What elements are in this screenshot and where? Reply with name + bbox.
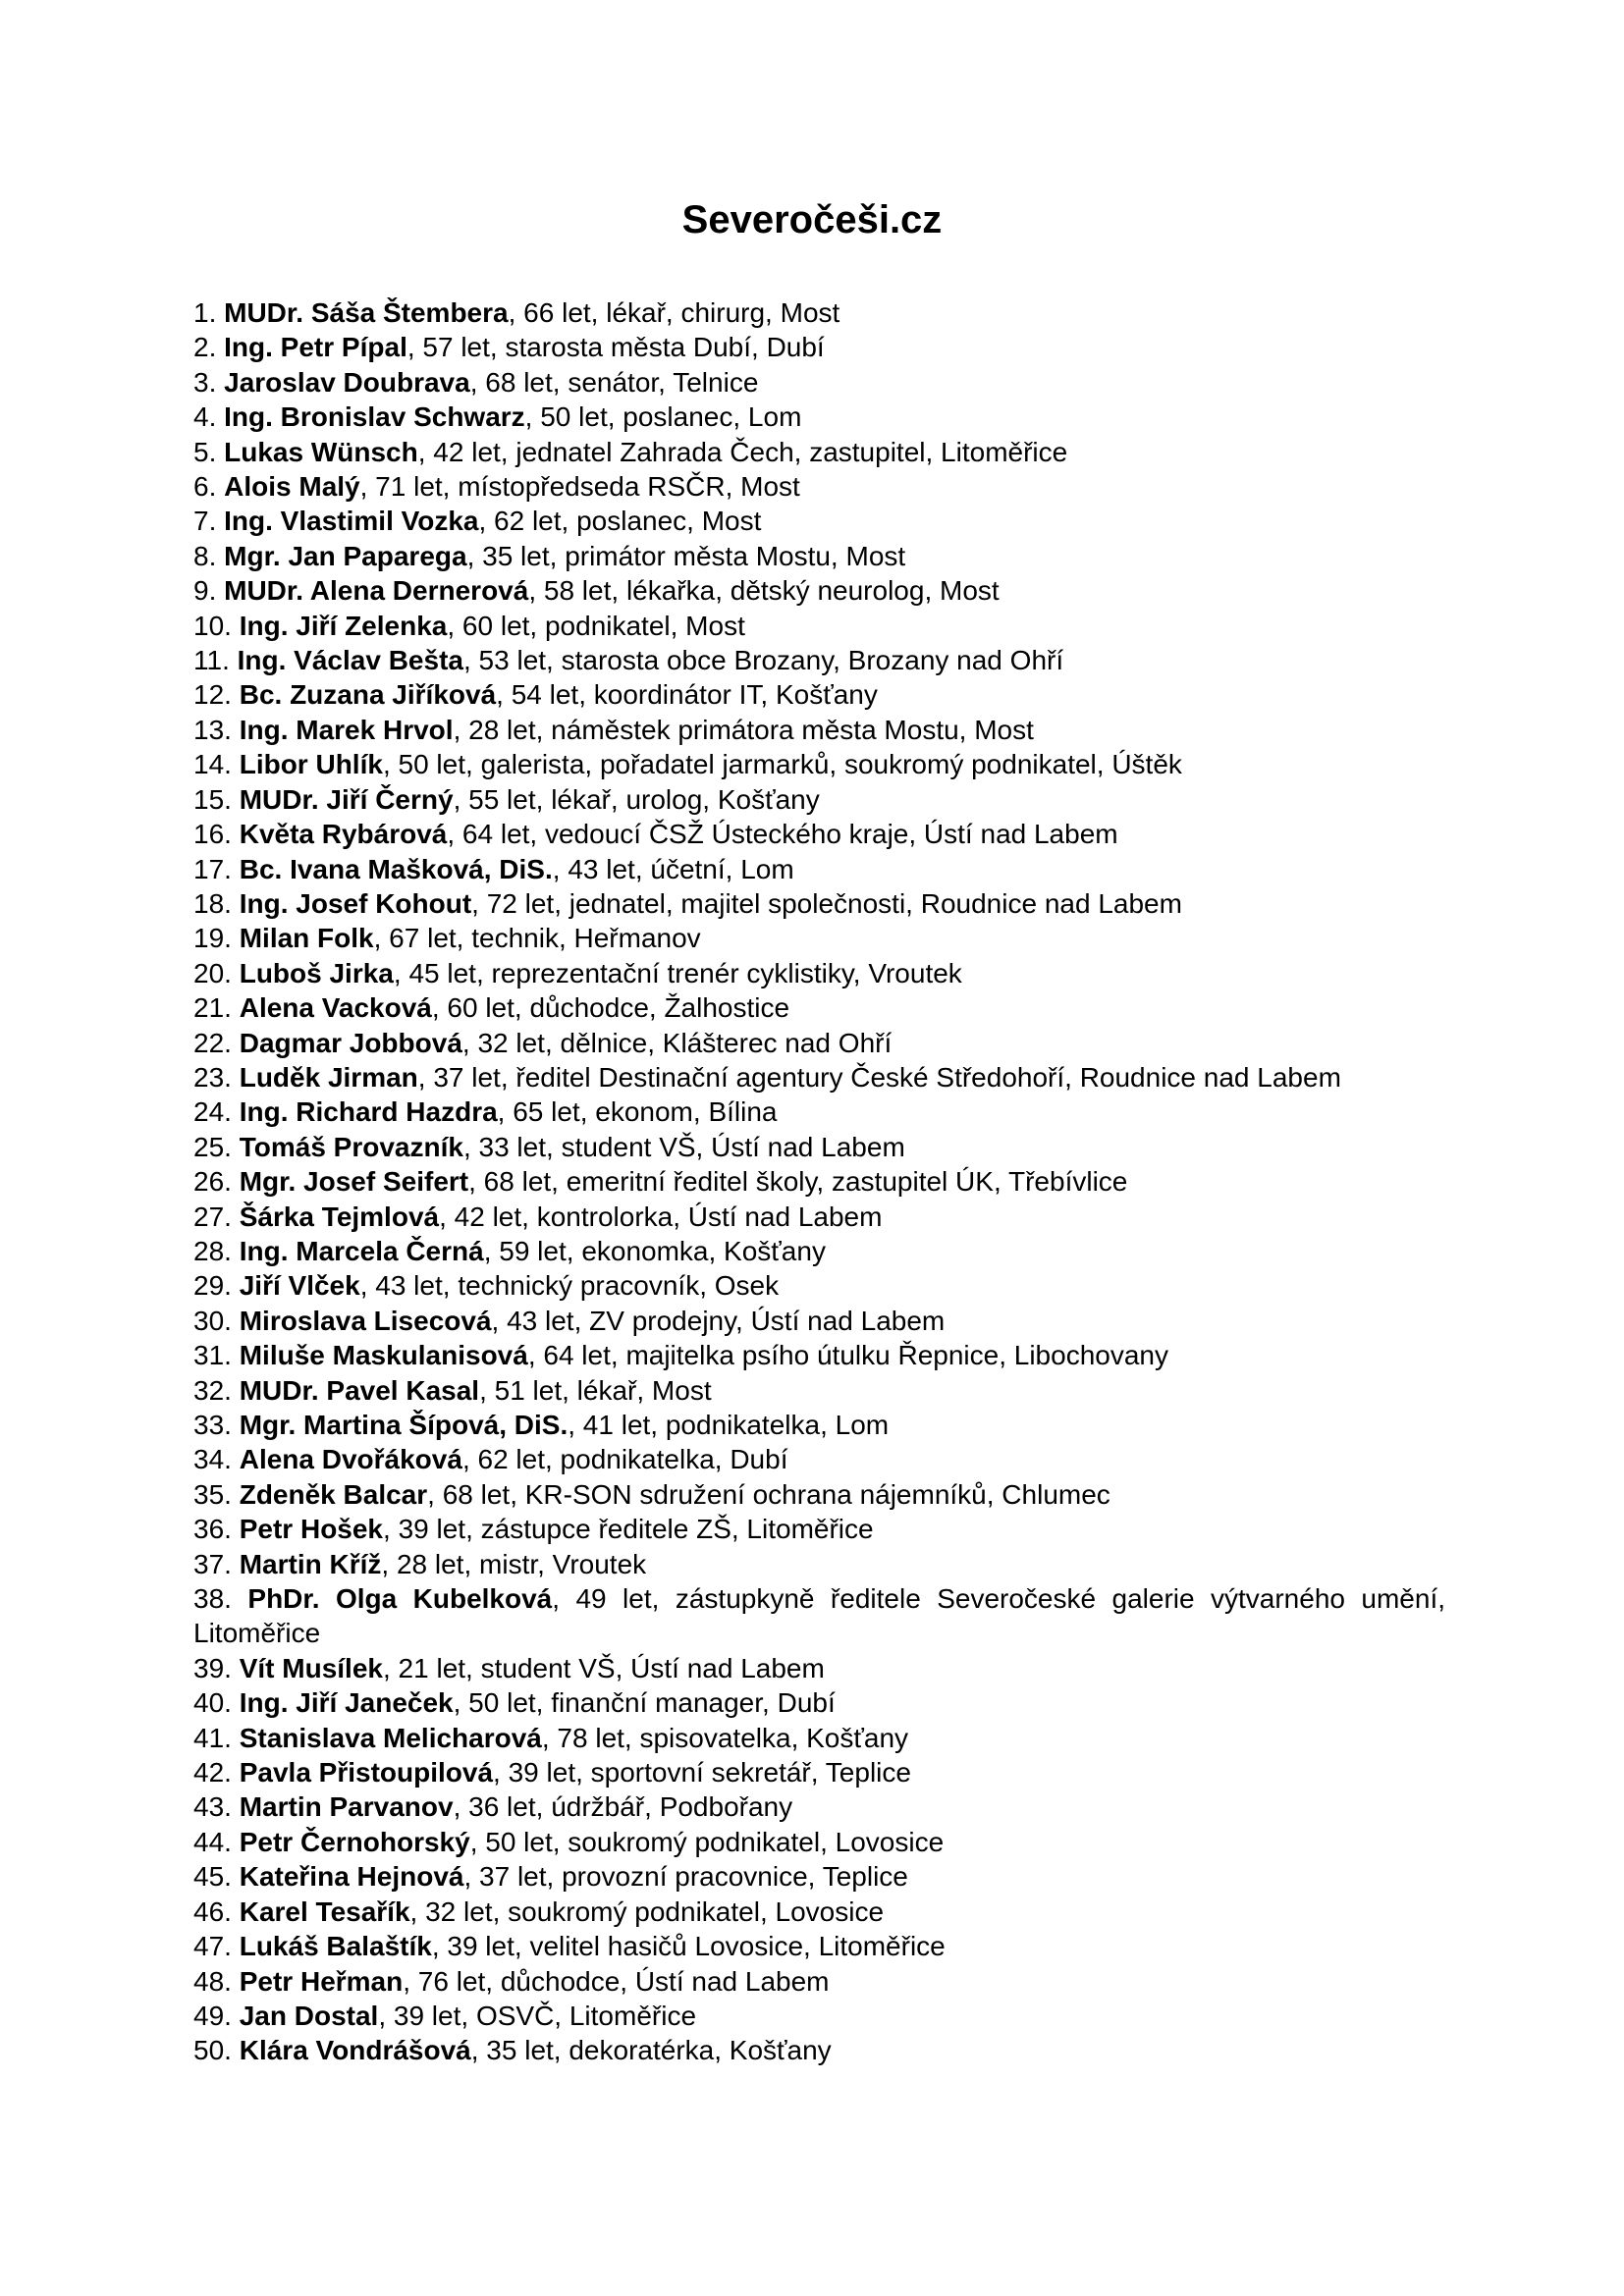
candidate-details: , 58 let, lékařka, dětský neurolog, Most bbox=[528, 575, 1000, 607]
candidate-name: Jan Dostal bbox=[239, 2000, 379, 2031]
candidate-item bbox=[193, 504, 1445, 538]
candidate-details: , 50 let, finanční manager, Dubí bbox=[453, 1687, 836, 1719]
candidate-number: 3. bbox=[193, 366, 217, 398]
candidate-name: Dagmar Jobbová bbox=[239, 1027, 462, 1058]
candidate-number: 17. bbox=[193, 853, 232, 884]
candidate-number: 37. bbox=[193, 1548, 232, 1579]
candidate-item bbox=[193, 1547, 1445, 1581]
candidate-details: , 51 let, lékař, Most bbox=[479, 1374, 712, 1406]
candidate-number: 15. bbox=[193, 783, 232, 815]
candidate-name: PhDr. Olga Kubelková bbox=[247, 1583, 553, 1615]
candidate-number: 18. bbox=[193, 887, 232, 919]
candidate-number: 42. bbox=[193, 1757, 232, 1789]
candidate-item bbox=[193, 1512, 1445, 1546]
candidate-name: Alois Malý bbox=[224, 471, 360, 503]
candidate-item bbox=[193, 1268, 1445, 1303]
candidate-details: , 62 let, poslanec, Most bbox=[478, 506, 762, 537]
candidate-number: 1. bbox=[193, 297, 217, 328]
candidate-details: , 43 let, ZV prodejny, Ústí nad Labem bbox=[491, 1305, 946, 1336]
candidate-details: , 39 let, OSVČ, Litoměřice bbox=[378, 2000, 697, 2031]
candidate-name: Martin Kříž bbox=[239, 1548, 382, 1579]
candidate-name: Květa Rybárová bbox=[239, 819, 448, 850]
candidate-item bbox=[193, 747, 1445, 781]
candidate-name: Klára Vondrášová bbox=[239, 2035, 471, 2066]
candidate-number: 5. bbox=[193, 436, 217, 467]
candidate-name: Ing. Petr Pípal bbox=[224, 332, 407, 363]
candidate-number: 26. bbox=[193, 1166, 232, 1198]
candidate-number: 8. bbox=[193, 540, 217, 571]
candidate-number: 27. bbox=[193, 1201, 232, 1232]
candidate-number: 38. bbox=[193, 1583, 232, 1615]
candidate-item bbox=[193, 852, 1445, 886]
candidate-name: Ing. Bronislav Schwarz bbox=[224, 401, 525, 433]
candidate-name: Bc. Ivana Mašková, DiS. bbox=[239, 853, 553, 884]
candidate-number: 7. bbox=[193, 506, 217, 537]
candidate-number: 29. bbox=[193, 1270, 232, 1302]
candidate-item bbox=[193, 1651, 1445, 1685]
candidate-number: 12. bbox=[193, 679, 232, 711]
candidate-name: Jiří Vlček bbox=[239, 1270, 360, 1302]
candidate-details: , 49 let, zástupkyně ředitele Severočeské galerie výtvarného umění, Litoměřice bbox=[193, 1583, 1446, 1649]
candidate-details: , 28 let, náměstek primátora města Mostu, Most bbox=[453, 714, 1034, 745]
candidate-details: , 67 let, technik, Heřmanov bbox=[373, 923, 701, 954]
candidate-name: Pavla Přistoupilová bbox=[239, 1757, 494, 1789]
candidate-details: , 21 let, student VŠ, Ústí nad Labem bbox=[382, 1652, 825, 1683]
candidate-name: Tomáš Provazník bbox=[239, 1131, 463, 1162]
candidate-item bbox=[193, 1929, 1445, 1963]
candidate-item bbox=[193, 330, 1445, 364]
candidate-number: 43. bbox=[193, 1791, 232, 1823]
candidate-item bbox=[193, 469, 1445, 504]
candidate-item bbox=[193, 1859, 1445, 1894]
candidate-name: Ing. Vlastimil Vozka bbox=[224, 506, 479, 537]
candidate-details: , 68 let, emeritní ředitel školy, zastupitel ÚK, Třebívlice bbox=[468, 1166, 1128, 1198]
candidate-item bbox=[193, 1685, 1445, 1720]
candidate-details: , 32 let, dělnice, Klášterec nad Ohří bbox=[461, 1027, 893, 1058]
candidate-details: , 43 let, účetní, Lom bbox=[552, 853, 794, 884]
candidate-item bbox=[193, 1408, 1445, 1442]
candidate-name: Alena Vacková bbox=[239, 992, 432, 1024]
candidate-item bbox=[193, 956, 1445, 990]
candidate-details: , 36 let, údržbář, Podbořany bbox=[453, 1791, 793, 1823]
candidate-item bbox=[193, 1234, 1445, 1268]
candidate-name: Ing. Jiří Janeček bbox=[239, 1687, 454, 1719]
candidate-details: , 57 let, starosta města Dubí, Dubí bbox=[406, 332, 825, 363]
candidate-details: , 43 let, technický pracovník, Osek bbox=[359, 1270, 780, 1302]
candidate-name: Ing. Richard Hazdra bbox=[239, 1096, 498, 1128]
candidate-item bbox=[193, 573, 1445, 608]
candidate-name: Šárka Tejmlová bbox=[239, 1201, 440, 1232]
candidate-details: , 55 let, lékař, urolog, Košťany bbox=[453, 783, 820, 815]
candidate-item bbox=[193, 539, 1445, 573]
candidate-number: 24. bbox=[193, 1096, 232, 1128]
candidate-item bbox=[193, 1477, 1445, 1512]
candidate-name: Mgr. Martina Šípová, DiS. bbox=[239, 1410, 568, 1440]
candidate-details: , 78 let, spisovatelka, Košťany bbox=[541, 1722, 909, 1753]
candidate-item bbox=[193, 1442, 1445, 1476]
candidate-details: , 65 let, ekonom, Bílina bbox=[497, 1096, 778, 1128]
candidate-name: Luděk Jirman bbox=[239, 1061, 418, 1093]
candidate-name: Zdeněk Balcar bbox=[239, 1478, 428, 1510]
candidate-details: , 39 let, sportovní sekretář, Teplice bbox=[493, 1757, 911, 1789]
candidate-details: , 37 let, ředitel Destinační agentury České Středohoří, Roudnice nad Labem bbox=[417, 1061, 1341, 1093]
candidate-item bbox=[193, 643, 1445, 677]
candidate-number: 6. bbox=[193, 471, 217, 503]
candidate-number: 44. bbox=[193, 1826, 232, 1857]
candidate-item bbox=[193, 1721, 1445, 1755]
candidate-name: MUDr. Pavel Kasal bbox=[239, 1374, 480, 1406]
candidate-details: , 66 let, lékař, chirurg, Most bbox=[508, 297, 840, 328]
candidate-details: , 62 let, podnikatelka, Dubí bbox=[461, 1444, 788, 1475]
candidate-item bbox=[193, 1895, 1445, 1929]
candidate-details: , 45 let, reprezentační trenér cyklistiky, Vroutek bbox=[393, 957, 962, 988]
candidate-details: , 50 let, galerista, pořadatel jarmarků, soukromý podnikatel, Úštěk bbox=[382, 749, 1182, 780]
candidate-name: Petr Černohorský bbox=[239, 1826, 470, 1857]
candidate-name: Bc. Zuzana Jiříková bbox=[239, 679, 497, 711]
candidate-item bbox=[193, 1999, 1445, 2033]
candidate-name: Libor Uhlík bbox=[239, 749, 383, 780]
candidate-name: Karel Tesařík bbox=[239, 1896, 410, 1927]
candidate-details: , 60 let, důchodce, Žalhostice bbox=[431, 992, 790, 1024]
candidate-details: , 42 let, jednatel Zahrada Čech, zastupitel, Litoměřice bbox=[417, 436, 1068, 467]
candidate-item bbox=[193, 435, 1445, 469]
candidate-item bbox=[193, 1338, 1445, 1372]
candidate-number: 35. bbox=[193, 1478, 232, 1510]
candidate-number: 22. bbox=[193, 1027, 232, 1058]
candidate-number: 41. bbox=[193, 1722, 232, 1753]
candidate-number: 46. bbox=[193, 1896, 232, 1927]
candidate-item bbox=[193, 1964, 1445, 1999]
candidate-number: 23. bbox=[193, 1061, 232, 1093]
candidate-name: Petr Heřman bbox=[239, 1965, 404, 1997]
candidate-details: , 53 let, starosta obce Brozany, Brozany nad Ohří bbox=[462, 645, 1064, 676]
candidate-name: Vít Musílek bbox=[239, 1652, 383, 1683]
candidate-details: , 42 let, kontrolorka, Ústí nad Labem bbox=[439, 1201, 883, 1232]
candidate-name: Mgr. Josef Seifert bbox=[239, 1166, 469, 1198]
candidate-item bbox=[193, 713, 1445, 747]
candidate-name: Miroslava Lisecová bbox=[239, 1305, 492, 1336]
candidate-item bbox=[193, 400, 1445, 434]
candidate-item bbox=[193, 609, 1445, 643]
candidate-number: 16. bbox=[193, 819, 232, 850]
candidate-name: Ing. Marek Hrvol bbox=[239, 714, 454, 745]
candidate-name: Luboš Jirka bbox=[239, 957, 394, 988]
candidate-name: Ing. Josef Kohout bbox=[239, 887, 472, 919]
candidate-item bbox=[193, 295, 1445, 330]
candidate-number: 34. bbox=[193, 1444, 232, 1475]
candidate-list bbox=[193, 295, 1445, 2068]
candidate-number: 49. bbox=[193, 2000, 232, 2031]
candidate-details: , 35 let, primátor města Mostu, Most bbox=[466, 540, 906, 571]
candidate-number: 45. bbox=[193, 1861, 232, 1893]
candidate-item bbox=[193, 1200, 1445, 1234]
candidate-details: , 28 let, mistr, Vroutek bbox=[381, 1548, 647, 1579]
candidate-name: Alena Dvořáková bbox=[239, 1444, 462, 1475]
candidate-item bbox=[193, 1095, 1445, 1129]
candidate-name: Mgr. Jan Paparega bbox=[224, 540, 467, 571]
candidate-item bbox=[193, 990, 1445, 1025]
candidate-name: Lukáš Balaštík bbox=[239, 1931, 432, 1962]
candidate-item bbox=[193, 921, 1445, 955]
candidate-name: Jaroslav Doubrava bbox=[224, 366, 470, 398]
candidate-item bbox=[193, 1755, 1445, 1789]
candidate-details: , 39 let, velitel hasičů Lovosice, Litoměřice bbox=[431, 1931, 946, 1962]
candidate-details: , 54 let, koordinátor IT, Košťany bbox=[496, 679, 878, 711]
candidate-number: 10. bbox=[193, 610, 232, 641]
candidate-number: 28. bbox=[193, 1235, 232, 1266]
candidate-name: Ing. Marcela Černá bbox=[239, 1235, 484, 1266]
candidate-item bbox=[193, 2033, 1445, 2067]
candidate-number: 50. bbox=[193, 2035, 232, 2066]
candidate-item bbox=[193, 817, 1445, 851]
candidate-details: , 76 let, důchodce, Ústí nad Labem bbox=[403, 1965, 830, 1997]
candidate-number: 13. bbox=[193, 714, 232, 745]
candidate-item bbox=[193, 365, 1445, 400]
candidate-details: , 32 let, soukromý podnikatel, Lovosice bbox=[409, 1896, 885, 1927]
candidate-number: 40. bbox=[193, 1687, 232, 1719]
candidate-details: , 59 let, ekonomka, Košťany bbox=[483, 1235, 826, 1266]
candidate-item bbox=[193, 1789, 1445, 1824]
candidate-number: 47. bbox=[193, 1931, 232, 1962]
candidate-number: 20. bbox=[193, 957, 232, 988]
candidate-name: Kateřina Hejnová bbox=[239, 1861, 464, 1893]
candidate-item bbox=[193, 1825, 1445, 1859]
candidate-number: 19. bbox=[193, 923, 232, 954]
candidate-item bbox=[193, 1304, 1445, 1338]
candidate-name: Petr Hošek bbox=[239, 1514, 384, 1545]
candidate-details: , 35 let, dekoratérka, Košťany bbox=[470, 2035, 832, 2066]
candidate-number: 39. bbox=[193, 1652, 232, 1683]
candidate-details: , 64 let, majitelka psího útulku Řepnice, Libochovany bbox=[527, 1340, 1168, 1371]
candidate-number: 9. bbox=[193, 575, 217, 607]
candidate-name: MUDr. Sáša Štembera bbox=[224, 297, 509, 328]
candidate-details: , 37 let, provozní pracovnice, Teplice bbox=[463, 1861, 908, 1893]
candidate-number: 4. bbox=[193, 401, 217, 433]
candidate-details: , 68 let, senátor, Telnice bbox=[469, 366, 759, 398]
candidate-number: 36. bbox=[193, 1514, 232, 1545]
candidate-item bbox=[193, 782, 1445, 817]
candidate-name: MUDr. Alena Dernerová bbox=[224, 575, 529, 607]
candidate-details: , 60 let, podnikatel, Most bbox=[447, 610, 745, 641]
candidate-details: , 72 let, jednatel, majitel společnosti, Roudnice nad Labem bbox=[471, 887, 1182, 919]
candidate-name: Ing. Jiří Zelenka bbox=[239, 610, 448, 641]
candidate-number: 31. bbox=[193, 1340, 232, 1371]
candidate-details: , 64 let, vedoucí ČSŽ Ústeckého kraje, Ústí nad Labem bbox=[447, 819, 1118, 850]
candidate-name: Stanislava Melicharová bbox=[239, 1722, 542, 1753]
candidate-details: , 68 let, KR-SON sdružení ochrana nájemníků, Chlumec bbox=[427, 1478, 1110, 1510]
candidate-details: , 71 let, místopředseda RSČR, Most bbox=[359, 471, 800, 503]
candidate-name: Martin Parvanov bbox=[239, 1791, 454, 1823]
candidate-number: 11. bbox=[193, 645, 230, 676]
candidate-details: , 41 let, podnikatelka, Lom bbox=[568, 1410, 890, 1440]
candidate-details: , 33 let, student VŠ, Ústí nad Labem bbox=[462, 1131, 905, 1162]
candidate-item bbox=[193, 1581, 1445, 1651]
candidate-item bbox=[193, 886, 1445, 921]
candidate-details: , 50 let, poslanec, Lom bbox=[524, 401, 802, 433]
candidate-number: 32. bbox=[193, 1374, 232, 1406]
candidate-name: Ing. Václav Bešta bbox=[237, 645, 463, 676]
page-title: Severočeši.cz bbox=[681, 198, 943, 241]
candidate-name: MUDr. Jiří Černý bbox=[239, 783, 454, 815]
candidate-name: Miluše Maskulanisová bbox=[239, 1340, 528, 1371]
candidate-item bbox=[193, 1026, 1445, 1060]
candidate-number: 30. bbox=[193, 1305, 232, 1336]
candidate-item bbox=[193, 1373, 1445, 1408]
candidate-number: 2. bbox=[193, 332, 217, 363]
candidate-item bbox=[193, 1060, 1445, 1095]
candidate-number: 33. bbox=[193, 1410, 232, 1440]
candidate-name: Milan Folk bbox=[239, 923, 374, 954]
candidate-item bbox=[193, 677, 1445, 712]
candidate-item bbox=[193, 1164, 1445, 1199]
candidate-number: 14. bbox=[193, 749, 232, 780]
candidate-number: 21. bbox=[193, 992, 232, 1024]
candidate-item bbox=[193, 1130, 1445, 1164]
candidate-details: , 39 let, zástupce ředitele ZŠ, Litoměřice bbox=[383, 1514, 874, 1545]
candidate-name: Lukas Wünsch bbox=[224, 436, 418, 467]
candidate-number: 48. bbox=[193, 1965, 232, 1997]
candidate-details: , 50 let, soukromý podnikatel, Lovosice bbox=[469, 1826, 945, 1857]
candidate-number: 25. bbox=[193, 1131, 232, 1162]
